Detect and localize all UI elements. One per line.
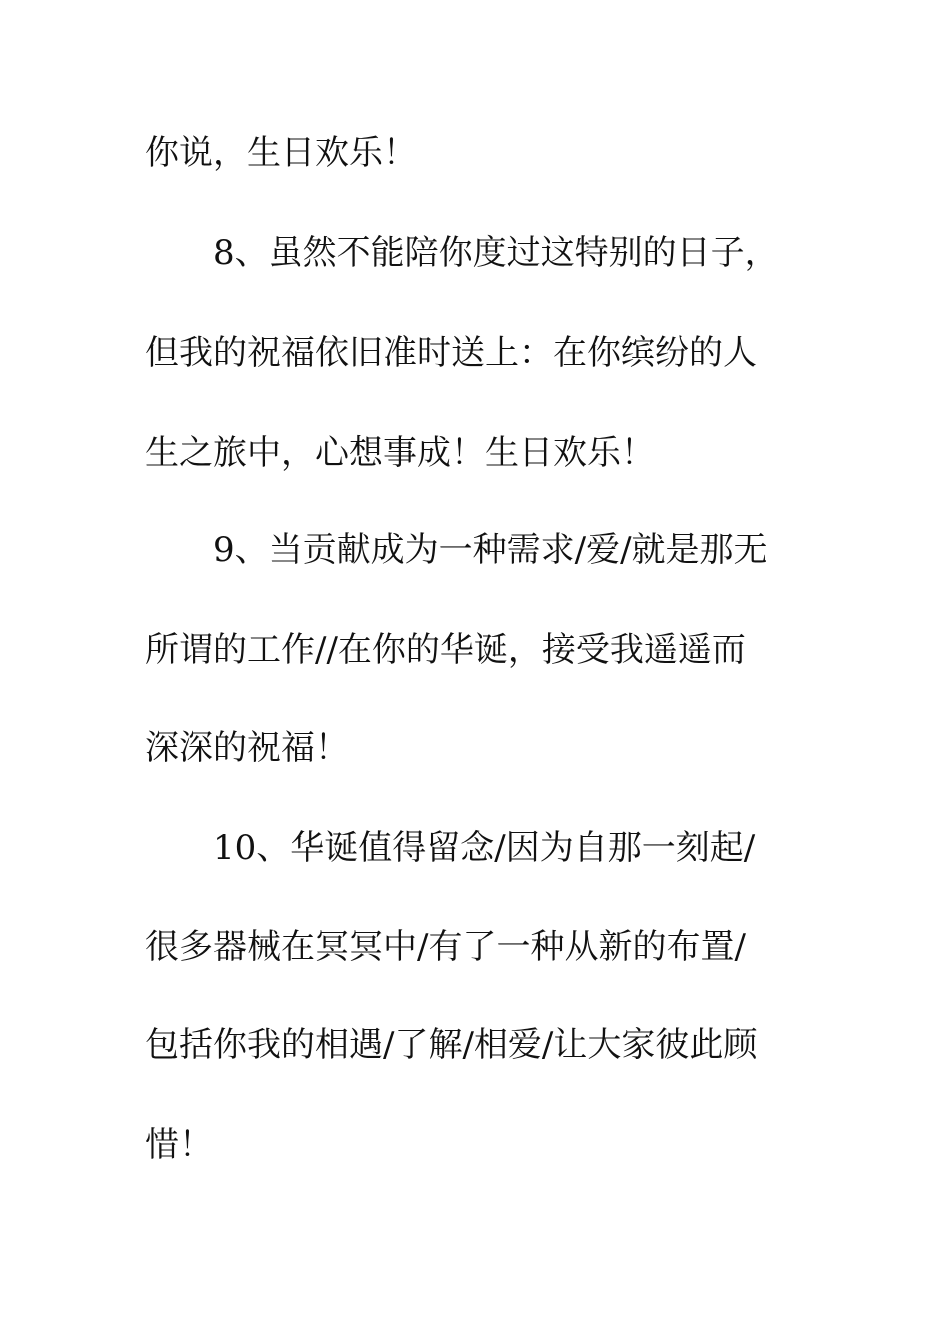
text-line: 很多器械在冥冥中/有了一种从新的布置/ bbox=[145, 927, 746, 967]
text-line: 你说，生日欢乐！ bbox=[145, 133, 417, 173]
text-line: 9、当贡献成为一种需求/爱/就是那无 bbox=[213, 530, 768, 570]
text-line: 10、华诞值得留念/因为自那一刻起/ bbox=[213, 828, 756, 868]
text-line: 生之旅中，心想事成！生日欢乐！ bbox=[145, 433, 655, 473]
text-line: 包括你我的相遇/了解/相爱/让大家彼此顾 bbox=[145, 1025, 758, 1065]
text-line: 所谓的工作//在你的华诞，接受我遥遥而 bbox=[145, 630, 746, 670]
text-line: 惜！ bbox=[145, 1125, 213, 1165]
text-line: 但我的祝福依旧准时送上：在你缤纷的人 bbox=[145, 333, 757, 373]
text-line: 8、虽然不能陪你度过这特别的日子， bbox=[213, 233, 779, 273]
text-line: 深深的祝福！ bbox=[145, 728, 349, 768]
